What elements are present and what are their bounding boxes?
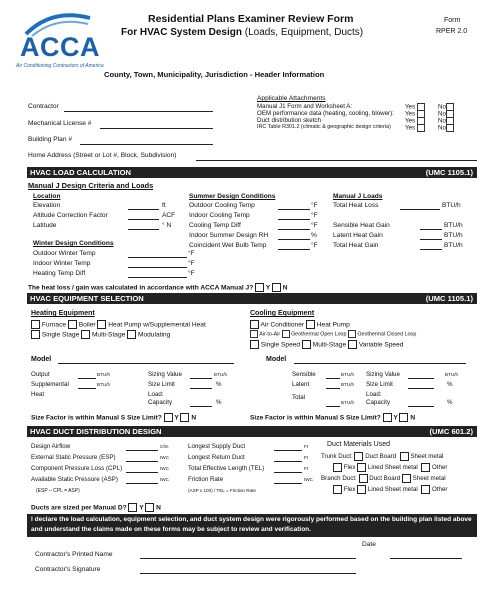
printed-name-label: Contractor's Printed Name	[35, 551, 113, 558]
cooling-options-row1	[250, 320, 350, 329]
heating-diff-label: Heating Temp Diff	[33, 270, 86, 277]
form-subtitle-bold: For HVAC System Design	[121, 27, 242, 38]
trunk-flex-checkbox[interactable]	[333, 463, 342, 472]
total-field[interactable]	[326, 406, 340, 407]
heat-size-limit-field[interactable]	[190, 388, 212, 389]
duct-title: HVAC DUCT DISTRIBUTION DESIGN	[30, 427, 162, 436]
summer-rh-label: Indoor Summer Design RH	[189, 232, 269, 239]
logo-tagline: Air Conditioning Contractors of America	[16, 63, 104, 69]
boiler-checkbox[interactable]	[68, 320, 77, 329]
duct-board-label: Duct Board	[365, 453, 397, 461]
air-to-air-checkbox[interactable]	[250, 330, 258, 338]
acf-field[interactable]	[128, 219, 159, 220]
branch-sheet-metal-checkbox[interactable]	[402, 474, 411, 483]
design-airflow-unit: Cfm	[160, 444, 169, 449]
manual-d-no-checkbox[interactable]	[145, 503, 154, 512]
cool-sizing-value-label: Sizing Value	[366, 371, 400, 378]
design-airflow-label: Design Airflow	[31, 443, 71, 450]
cool-size-limit-field[interactable]	[408, 388, 434, 389]
home-address-label: Home Address (Street or Lot #, Block, Subdivision)	[28, 152, 177, 159]
attach-yes-4[interactable]	[405, 124, 425, 132]
other-label: Other	[431, 486, 448, 494]
heat-size-limit-label: Size Limit	[148, 381, 175, 388]
manual-j-subtitle: Manual J Design Criteria and Loads	[28, 181, 154, 190]
sensible-unit: BTU/h	[341, 372, 355, 377]
building-plan-field[interactable]	[80, 144, 213, 145]
esp-field[interactable]	[126, 461, 158, 462]
indoor-cooling-unit: °F	[311, 212, 318, 219]
yes-label: Y	[139, 504, 144, 512]
manual-j-no-checkbox[interactable]	[272, 283, 281, 292]
branch-duct-board-checkbox[interactable]	[359, 474, 368, 483]
heating-options-row2	[31, 330, 170, 339]
acf-label: Altitude Correction Factor	[33, 212, 108, 219]
geo-open-label: Geothermal Open Loop	[291, 331, 347, 338]
latent-gain-field[interactable]	[420, 239, 442, 240]
trunk-row1	[321, 452, 443, 461]
longest-return-field[interactable]	[274, 461, 302, 462]
flex-label: Flex	[343, 464, 356, 472]
elevation-unit: ft	[162, 202, 166, 209]
yes-label: Yes	[405, 110, 416, 118]
air-conditioner-checkbox[interactable]	[250, 320, 259, 329]
variable-speed-checkbox[interactable]	[348, 340, 357, 349]
equipment-bar	[27, 293, 477, 304]
total-heat-loss-unit: BTU/h	[442, 202, 461, 209]
manual-d-question	[31, 503, 161, 512]
heat-sizing-value-unit: BTU/h	[214, 372, 228, 377]
longest-supply-label: Longest Supply Duct	[188, 443, 246, 450]
total-unit: BTU/h	[341, 400, 355, 405]
air-to-air-label: Air-to-Air	[259, 331, 281, 338]
cool-multi-stage-label: Multi-Stage	[312, 341, 347, 349]
cool-multi-stage-checkbox[interactable]	[302, 340, 311, 349]
manual-d-question-text: Ducts are sized per Manual D?	[31, 504, 127, 512]
heat-pump-label: Heat Pump	[316, 321, 350, 329]
branch-flex-checkbox[interactable]	[333, 485, 342, 494]
attachments-title: Applicable Attachments	[257, 95, 326, 102]
no-label: No	[438, 103, 446, 111]
jurisdiction-header: County, Town, Municipality, Jurisdiction - Header Information	[104, 70, 325, 79]
sheet-metal-label: Sheet metal	[410, 453, 444, 461]
latent-gain-unit: BTU/h	[444, 232, 463, 239]
heat-pump-checkbox[interactable]	[306, 320, 315, 329]
indoor-winter-label: Indoor Winter Temp	[33, 260, 91, 267]
cooling-diff-field[interactable]	[278, 229, 310, 230]
cool-sizing-value-unit: BTU/h	[445, 372, 459, 377]
load-calc-title: HVAC LOAD CALCULATION	[30, 168, 131, 177]
cooling-model-field[interactable]	[294, 363, 466, 364]
load-calc-code: (UMC 1105.1)	[425, 168, 473, 177]
license-label: Mechanical License #	[28, 120, 92, 127]
heat-size-no-checkbox[interactable]	[180, 413, 189, 422]
attachment-item-1: Manual J1 Form and Worksheet A:	[257, 103, 353, 110]
no-checkbox[interactable]	[446, 124, 454, 132]
longest-return-unit: Ft	[304, 455, 309, 460]
acf-unit: ACF	[162, 212, 176, 219]
heat-pump-supp-checkbox[interactable]	[97, 320, 106, 329]
geo-open-checkbox[interactable]	[282, 330, 290, 338]
heat-size-question-text: Size Factor is within Manual S Size Limit?	[31, 414, 162, 422]
multi-stage-checkbox[interactable]	[81, 330, 90, 339]
branch-label: Branch Duct:	[321, 475, 357, 483]
heat-capacity-unit: %	[216, 399, 222, 406]
longest-supply-unit: Ft	[304, 444, 309, 449]
output-label: Output	[31, 371, 50, 378]
trunk-row2	[333, 463, 447, 472]
outdoor-cooling-unit: °F	[311, 202, 318, 209]
acca-logo	[14, 12, 106, 70]
cooling-model-label: Model	[266, 356, 287, 363]
heat-sizing-value-label: Sizing Value	[148, 371, 182, 378]
date-field[interactable]	[390, 558, 462, 559]
yes-label: Yes	[405, 103, 416, 111]
indoor-cooling-label: Indoor Cooling Temp	[189, 212, 250, 219]
no-label: No	[438, 124, 446, 132]
heat-load-label: Load:	[148, 391, 164, 398]
contractor-label: Contractor	[28, 103, 59, 110]
equipment-code: (UMC 1105.1)	[425, 294, 473, 303]
longest-supply-field[interactable]	[274, 450, 302, 451]
supplemental-field[interactable]	[78, 388, 96, 389]
total-heat-loss-field[interactable]	[400, 209, 440, 210]
heat-size-limit-unit: %	[216, 381, 222, 388]
multi-stage-label: Multi-Stage	[91, 331, 126, 339]
form-subtitle-rest: (Loads, Equipment, Ducts)	[244, 27, 364, 38]
cool-load-label: Load:	[366, 391, 382, 398]
heating-options-row1	[31, 320, 206, 329]
date-label: Date	[362, 541, 376, 548]
summer-title: Summer Design Conditions	[189, 193, 276, 200]
manual-j-question	[28, 283, 288, 292]
duct-board-label: Duct Board	[369, 475, 401, 483]
wet-bulb-label: Coincident Wet Bulb Temp	[189, 242, 267, 249]
heating-model-label: Model	[31, 356, 52, 363]
branch-other-checkbox[interactable]	[421, 485, 430, 494]
form-title-line2	[121, 27, 363, 38]
heating-equipment-title: Heating Equipment	[31, 310, 95, 317]
total-gain-field[interactable]	[420, 249, 442, 250]
no-label: N	[410, 414, 416, 422]
duct-bar	[27, 426, 477, 437]
longest-return-label: Longest Return Duct	[188, 454, 245, 461]
sensible-gain-label: Sensible Heat Gain	[333, 222, 390, 229]
cooling-options-row3	[250, 340, 403, 349]
heat-capacity-field[interactable]	[190, 406, 212, 407]
trunk-duct-board-checkbox[interactable]	[354, 452, 363, 461]
branch-row2	[333, 485, 447, 494]
cpl-unit: IWC	[160, 466, 169, 471]
equipment-title: HVAC EQUIPMENT SELECTION	[30, 294, 144, 303]
sheet-metal-label: Sheet metal	[412, 475, 446, 483]
modulating-label: Modulating	[137, 331, 171, 339]
outdoor-cooling-field[interactable]	[278, 209, 310, 210]
latent-unit: BTU/h	[341, 382, 355, 387]
heat-size-yes-checkbox[interactable]	[164, 413, 173, 422]
outdoor-winter-label: Outdoor Winter Temp	[33, 250, 96, 257]
heat-label: Heat	[31, 391, 45, 398]
total-label: Total	[292, 394, 306, 401]
cool-capacity-label: Capacity	[366, 399, 391, 406]
yes-checkbox[interactable]	[417, 124, 425, 132]
cpl-label: Component Pressure Loss (CPL)	[31, 465, 123, 472]
form-code: RPER 2.0	[436, 28, 468, 35]
cpl-field[interactable]	[126, 472, 158, 473]
sensible-label: Sensible	[292, 371, 316, 378]
no-label: No	[438, 117, 446, 125]
total-heat-loss-label: Total Heat Loss	[333, 202, 379, 209]
trunk-other-checkbox[interactable]	[421, 463, 430, 472]
cool-size-yes-checkbox[interactable]	[383, 413, 392, 422]
cool-size-limit-unit: %	[447, 381, 453, 388]
single-speed-checkbox[interactable]	[250, 340, 259, 349]
location-title: Location	[33, 193, 61, 200]
elevation-label: Elevation	[33, 202, 61, 209]
heating-diff-unit: °F	[188, 270, 195, 277]
latitude-field[interactable]	[128, 229, 159, 230]
indoor-cooling-field[interactable]	[278, 219, 310, 220]
load-calc-bar	[27, 167, 477, 178]
heating-model-field[interactable]	[58, 363, 234, 364]
total-gain-unit: BTU/h	[444, 242, 463, 249]
asp-label: Available Static Pressure (ASP)	[31, 476, 118, 483]
modulating-checkbox[interactable]	[127, 330, 136, 339]
cooling-diff-label: Cooling Temp Diff	[189, 222, 241, 229]
friction-rate-label: Friction Rate	[188, 476, 224, 483]
friction-formula: (ASP x 100) / TEL = Friction Rate	[188, 488, 256, 493]
summer-rh-unit: %	[311, 232, 317, 239]
latitude-label: Latitude	[33, 222, 57, 229]
friction-rate-field[interactable]	[274, 483, 302, 484]
cool-size-limit-label: Size Limit	[366, 381, 393, 388]
elevation-field[interactable]	[128, 209, 159, 210]
declaration-box: I declare the load calculation, equipment selection, and duct system design were rigorously performed based on the building plan listed above and understand the claims made on these forms may be subject to review and verification.	[27, 514, 477, 537]
heating-diff-field[interactable]	[128, 277, 187, 278]
wet-bulb-unit: °F	[311, 242, 318, 249]
indoor-winter-field[interactable]	[128, 267, 187, 268]
cool-size-question	[250, 413, 415, 422]
furnace-label: Furnace	[41, 321, 67, 329]
trunk-label: Trunk Duct:	[321, 453, 353, 461]
heat-capacity-label: Capacity	[148, 399, 173, 406]
manual-d-yes-checkbox[interactable]	[128, 503, 137, 512]
furnace-checkbox[interactable]	[31, 320, 40, 329]
branch-row1	[321, 474, 446, 483]
single-stage-checkbox[interactable]	[31, 330, 40, 339]
esp-label: External Static Pressure (ESP)	[31, 454, 116, 461]
form-label: Form	[444, 17, 461, 24]
sensible-gain-unit: BTU/h	[444, 222, 463, 229]
outdoor-cooling-label: Outdoor Cooling Temp	[189, 202, 255, 209]
sensible-gain-field[interactable]	[420, 229, 442, 230]
latent-gain-label: Latent Heat Gain	[333, 232, 383, 239]
cool-capacity-unit: %	[447, 399, 453, 406]
air-conditioner-label: Air Conditioner	[260, 321, 305, 329]
wet-bulb-field[interactable]	[278, 249, 310, 250]
single-stage-label: Single Stage	[41, 331, 80, 339]
attachment-item-4: IRC Table R301.2 (climatic & geographic design criteria)	[257, 124, 391, 130]
supplemental-label: Supplemental	[31, 381, 69, 388]
no-label: N	[156, 504, 161, 512]
trunk-sheet-metal-checkbox[interactable]	[400, 452, 409, 461]
manual-j-loads-title: Manual J Loads	[333, 193, 383, 200]
supplemental-unit: BTU/h	[97, 382, 111, 387]
form-title: Residential Plans Examiner Review Form	[148, 13, 354, 25]
latitude-unit: ° N	[162, 222, 172, 229]
output-unit: BTU/h	[97, 372, 111, 377]
contractor-field[interactable]	[64, 111, 213, 112]
no-label: N	[191, 414, 197, 422]
latent-field[interactable]	[326, 388, 340, 389]
yes-label: Y	[174, 414, 179, 422]
heat-size-question	[31, 413, 196, 422]
asp-formula: (ESP – CPL = ASP)	[36, 488, 80, 494]
attach-no-4[interactable]	[438, 124, 454, 132]
tel-label: Total Effective Length (TEL)	[188, 465, 265, 472]
indoor-winter-unit: °F	[188, 260, 195, 267]
trunk-lined-checkbox[interactable]	[357, 463, 366, 472]
friction-rate-unit: IWC	[304, 477, 313, 482]
cooling-options-row2	[250, 330, 416, 338]
cool-size-no-checkbox[interactable]	[399, 413, 408, 422]
no-label: No	[438, 110, 446, 118]
manual-j-yes-checkbox[interactable]	[255, 283, 264, 292]
home-address-field[interactable]	[196, 160, 477, 161]
attachment-item-2: OEM performance data (heating, cooling, blower):	[257, 110, 394, 117]
asp-field[interactable]	[126, 483, 158, 484]
tel-unit: Ft	[304, 466, 309, 471]
cool-size-question-text: Size Factor is within Manual S Size Limit?	[250, 414, 381, 422]
yes-label: Y	[393, 414, 398, 422]
total-gain-label: Total Heat Gain	[333, 242, 379, 249]
printed-name-field[interactable]	[140, 558, 356, 559]
latent-label: Latent	[292, 381, 310, 388]
summer-rh-field[interactable]	[278, 239, 310, 240]
manual-j-question-text: The heat loss / gain was calculated in accordance with ACCA Manual J?	[28, 284, 254, 292]
branch-lined-checkbox[interactable]	[357, 485, 366, 494]
signature-label: Contractor's Signature	[35, 566, 101, 573]
geo-closed-label: Geothermal Closed Loop	[357, 331, 417, 338]
logo-text: ACCA	[20, 32, 100, 62]
license-field[interactable]	[100, 128, 213, 129]
lined-sheet-metal-label: Lined Sheet metal	[367, 464, 418, 472]
yes-label: Yes	[405, 117, 416, 125]
single-speed-label: Single Speed	[260, 341, 301, 349]
asp-unit: IWC	[160, 477, 169, 482]
cooling-diff-unit: °F	[311, 222, 318, 229]
duct-materials-title: Duct Materials Used	[327, 441, 391, 448]
output-field[interactable]	[78, 378, 96, 379]
yes-label: Y	[265, 284, 271, 292]
boiler-label: Boiler	[78, 321, 96, 329]
outdoor-winter-field[interactable]	[128, 257, 187, 258]
duct-code: (UMC 601.2)	[429, 427, 473, 436]
building-plan-label: Building Plan #	[28, 136, 72, 143]
cooling-equipment-title: Cooling Equipment	[250, 310, 315, 317]
flex-label: Flex	[343, 486, 356, 494]
heat-sizing-value-field[interactable]	[190, 378, 212, 379]
winter-title: Winter Design Conditions	[33, 240, 114, 247]
cool-capacity-field[interactable]	[408, 406, 434, 407]
sensible-field[interactable]	[326, 378, 340, 379]
outdoor-winter-unit: °F	[188, 250, 195, 257]
variable-speed-label: Variable Speed	[358, 341, 404, 349]
cool-sizing-value-field[interactable]	[408, 378, 434, 379]
lined-sheet-metal-label: Lined Sheet metal	[367, 486, 418, 494]
no-label: N	[282, 284, 288, 292]
other-label: Other	[431, 464, 448, 472]
heat-pump-supp-label: Heat Pump w/Supplemental Heat	[108, 321, 206, 329]
yes-label: Yes	[405, 124, 416, 132]
esp-unit: IWC	[160, 455, 169, 460]
design-airflow-field[interactable]	[126, 450, 158, 451]
geo-closed-checkbox[interactable]	[348, 330, 356, 338]
signature-field[interactable]	[140, 573, 356, 574]
tel-field[interactable]	[274, 472, 302, 473]
attachment-item-3: Duct distribution sketch	[257, 117, 321, 124]
